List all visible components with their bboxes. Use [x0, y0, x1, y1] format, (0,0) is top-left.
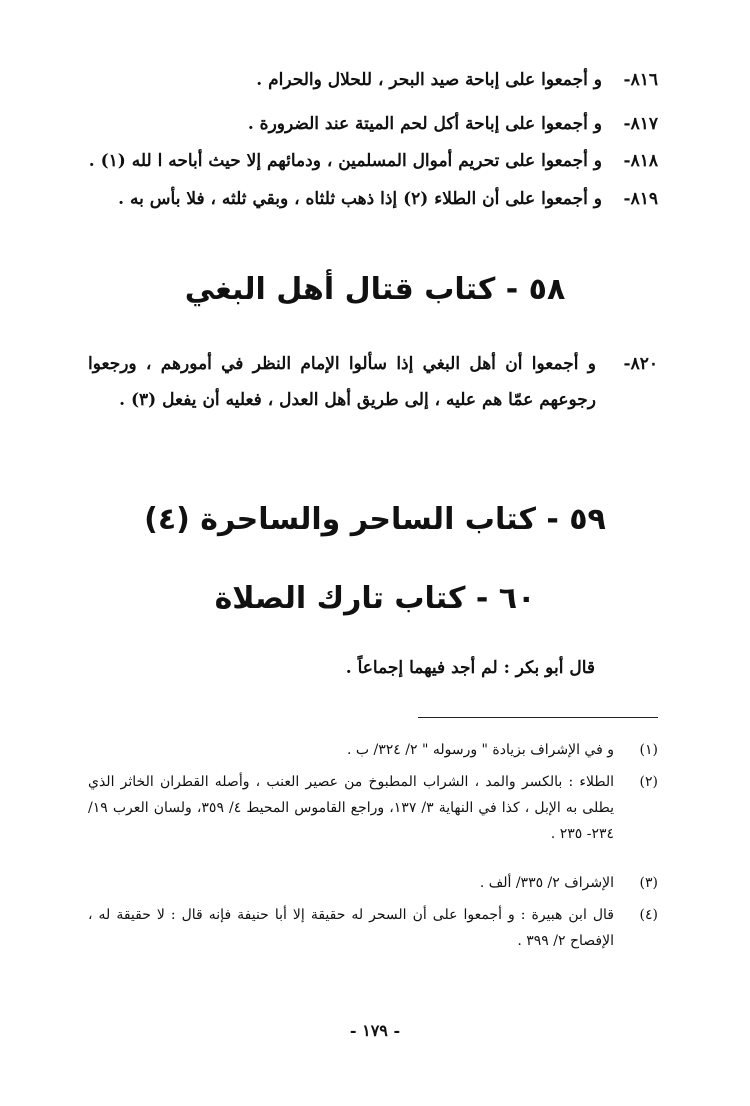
footnote-number: (٣) — [639, 875, 658, 891]
entry-text: و أجمعوا على إباحة صيد البحر ، للحلال والحرام . — [256, 70, 602, 90]
footnote-text: قال ابن هبيرة : و أجمعوا على أن السحر له حقيقة إلا أبا حنيفة فإنه قال : لا حقيقة له ، الإفصاح ٢/ ٣٩٩ . — [88, 907, 614, 949]
chapter-heading-58: ٥٨ - كتاب قتال أهل البغي — [184, 272, 566, 307]
entry-818 — [89, 151, 658, 171]
chapter-heading-59: ٥٩ - كتاب الساحر والساحرة (٤) — [144, 502, 606, 537]
entry-text: و أجمعوا على تحريم أموال المسلمين ، ودمائهم إلا حيث أباحه ا لله (١) . — [88, 151, 602, 171]
entry-817 — [248, 114, 658, 134]
footnote-4 — [88, 902, 658, 954]
entry-text: و أجمعوا على أن الطلاء (٢) إذا ذهب ثلثاه ، وبقي ثلثه ، فلا بأس به . — [118, 189, 602, 209]
entry-number: ٨١٨- — [623, 151, 658, 171]
chapter-heading-60: ٦٠ - كتاب تارك الصلاة — [214, 581, 536, 616]
entry-number: ٨١٦- — [623, 70, 658, 90]
footnote-1 — [88, 737, 658, 763]
footnote-number: (٤) — [639, 907, 658, 923]
footnote-number: (١) — [639, 742, 658, 758]
footnote-divider — [418, 717, 658, 718]
footnote-number: (٢) — [639, 774, 658, 790]
chapter-60-note: قال أبو بكر : لم أجد فيهما إجماعاً . — [345, 658, 595, 678]
entry-816 — [256, 70, 658, 90]
entry-819 — [118, 189, 658, 209]
entry-text: و أجمعوا على إباحة أكل لحم الميتة عند الضرورة . — [247, 114, 602, 134]
entry-number: ٨١٩- — [623, 189, 658, 209]
footnote-text: الطلاء : بالكسر والمد ، الشراب المطبوخ من عصير العنب ، وأصله القطران الخاثر الذي يطلى به الإبل ، كذا في النهاية ٣/ ١٣٧، وراجع القاموس المحيط ٤/ ٣٥٩، ولسان العرب ١٩/ ٢٣٤- ٢٣٥ . — [88, 774, 614, 842]
page-number: - ١٧٩ - — [349, 1021, 401, 1040]
footnote-text: و في الإشراف بزيادة " ورسوله " ٢/ ٣٢٤/ ب . — [346, 742, 614, 758]
footnote-text: الإشراف ٢/ ٣٣٥/ ألف . — [479, 875, 614, 891]
entry-820 — [88, 346, 658, 418]
entry-text: و أجمعوا أن أهل البغي إذا سألوا الإمام النظر في أمورهم ، ورجعوا رجوعهم عمّا هم عليه ، إلى طريق أهل العدل ، فعليه أن يفعل (٣) . — [88, 354, 596, 410]
footnote-2 — [88, 769, 658, 847]
footnote-3 — [88, 870, 658, 896]
entry-number: ٨٢٠- — [623, 354, 658, 374]
entry-number: ٨١٧- — [623, 114, 658, 134]
